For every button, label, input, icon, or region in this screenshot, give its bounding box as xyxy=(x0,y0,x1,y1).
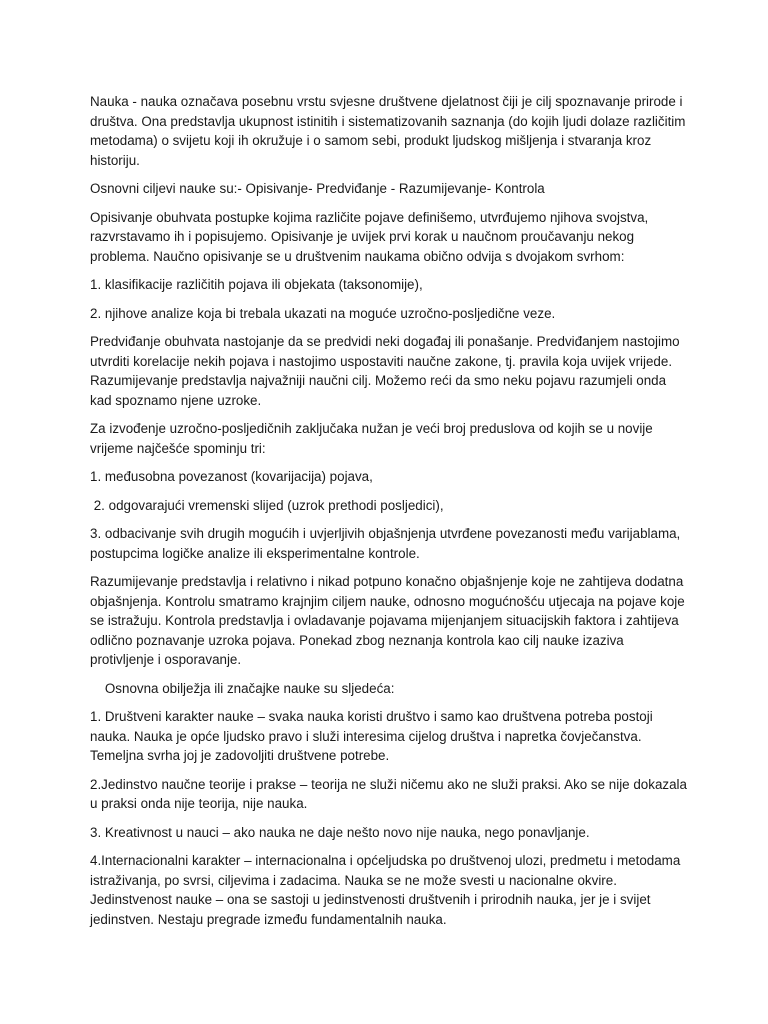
list-item: 3. Kreativnost u nauci – ako nauka ne daje nešto novo nije nauka, nego ponavljanje. xyxy=(90,824,590,840)
paragraph-definition: Nauka - nauka označava posebnu vrstu svjesne društvene djelatnost čiji je cilj spoznavanje prirode i društva. Ona predstavlja ukupnost istinitih i sistematizovanih saznanja (do kojih ljudi dolaze različitim metodama) o svijetu koji ih okružuje i o samom sebi, produkt ljudskog mišljenja i stvaranja kroz historiju. xyxy=(90,94,690,168)
paragraph-causal-conditions: Za izvođenje uzročno-posljedičnih zaključaka nužan je veći broj preduslova od kojih se u novije vrijeme najčešće spominju tri: xyxy=(90,421,657,456)
list-item: 1. međusobna povezanost (kovarijacija) pojava, xyxy=(90,469,373,484)
paragraph-features-heading: Osnovna obilježja ili značajke nauke su sljedeća: xyxy=(90,680,395,696)
paragraph-goals: Osnovni ciljevi nauke su:- Opisivanje- Predviđanje - Razumijevanje- Kontrola xyxy=(90,181,545,196)
paragraph-understanding-control: Razumijevanje predstavlja i relativno i nikad potpuno konačno objašnjenje koje ne zahtijeva dodatna objašnjenja. Kontrolu smatramo krajnjim ciljem nauke, odnosno mogućnošću utjecaja na pojave koje se istražuju. Kontrola predstavlja i ovladavanje pojavama mijenjanjem situacijskih faktora i zahtijeva odlično poznavanje uzroka pojava. Ponekad zbog neznanja kontrola kao cilj nauke izaziva protivljenje i osporavanje. xyxy=(90,574,689,667)
paragraph-prediction: Predviđanje obuhvata nastojanje da se predvidi neki događaj ili ponašanje. Predviđanjem nastojimo utvrditi korelacije nekih pojava i nastojimo uspostaviti naučne zakone, tj. pravila koja uvijek vrijede. Razumijevanje predstavlja najvažniji naučni cilj. Možemo reći da smo neku pojavu razumjeli onda kad spoznamo njene uzroke. xyxy=(90,334,684,408)
list-item: 2. odgovarajući vremenski slijed (uzrok prethodi posljedici), xyxy=(90,497,444,513)
list-item: 4.Internacionalni karakter – internacionalna i općeljudska po društvenoj ulozi, predmetu i metodama istraživanja, po svrsi, ciljevima i zadacima. Nauka se ne može svesti u nacionalne okvire. Jedinstvenost nauke – ona se sastoji u jedinstvenosti društvenih i prirodnih nauka, jer je i svijet jedinstven. Nestaju pregrade između fundamentalnih nauka. xyxy=(90,853,685,927)
document-page xyxy=(90,92,690,938)
list-item: 1. klasifikacije različitih pojava ili objekata (taksonomije), xyxy=(90,277,423,292)
list-item: 3. odbacivanje svih drugih mogućih i uvjerljivih objašnjenja utvrđene povezanosti među varijablama, postupcima logičke analize ili eksperimentalne kontrole. xyxy=(90,526,685,561)
paragraph-description: Opisivanje obuhvata postupke kojima različite pojave definišemo, utvrđujemo njihova svojstva, razvrstavamo ih i popisujemo. Opisivanje je uvijek prvi korak u naučnom proučavanju nekog problema. Naučno opisivanje se u društvenim naukama obično odvija s dvojakom svrhom: xyxy=(90,209,652,264)
list-item: 2. njihove analize koja bi trebala ukazati na moguće uzročno-posljedične veze. xyxy=(90,305,556,321)
list-item: 2.Jedinstvo naučne teorije i prakse – teorija ne služi ničemu ako ne služi praksi. Ako se nije dokazala u praksi onda nije teorija, nije nauka. xyxy=(90,776,691,811)
list-item: 1. Društveni karakter nauke – svaka nauka koristi društvo i samo kao društvena potreba postoji nauka. Nauka je opće ljudsko pravo i služi interesima cijelog društva i napretka čovječanstva. Temeljna svrha joj je zadovoljiti društvene potrebe. xyxy=(90,709,657,763)
